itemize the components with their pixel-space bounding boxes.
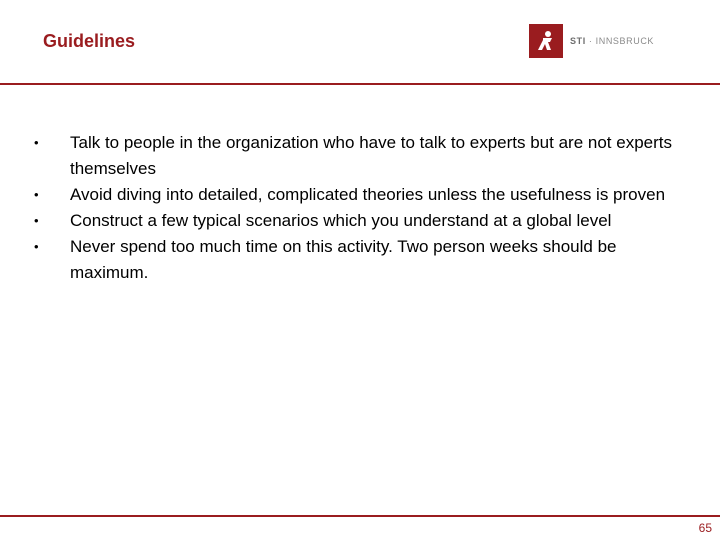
bullet-text: Avoid diving into detailed, complicated theories unless the usefulness is proven [70, 185, 666, 204]
footer-divider [0, 515, 720, 517]
bullet-text: Construct a few typical scenarios which you understand at a global level [70, 211, 612, 230]
bullet-marker: • [34, 213, 39, 228]
list-item [34, 234, 694, 286]
list-item [34, 130, 694, 182]
bullet-text: Never spend too much time on this activity. Two person weeks should be maximum. [70, 237, 617, 282]
bullet-list [34, 130, 694, 286]
list-item [34, 182, 694, 208]
page-number: 65 [698, 521, 712, 535]
logo-brand: STI [570, 36, 586, 46]
page-title: Guidelines [43, 31, 136, 51]
logo-location: INNSBRUCK [595, 36, 655, 46]
bullet-marker: • [34, 135, 39, 150]
logo-separator: · [585, 36, 596, 46]
header-divider [0, 83, 720, 85]
bullet-marker: • [34, 187, 39, 202]
sti-innsbruck-logo [529, 24, 654, 58]
sti-logo-icon [529, 24, 563, 58]
logo-wordmark [570, 36, 654, 46]
bullet-marker: • [34, 239, 39, 254]
bullet-text: Talk to people in the organization who have to talk to experts but are not experts themselves [70, 133, 672, 178]
list-item [34, 208, 694, 234]
